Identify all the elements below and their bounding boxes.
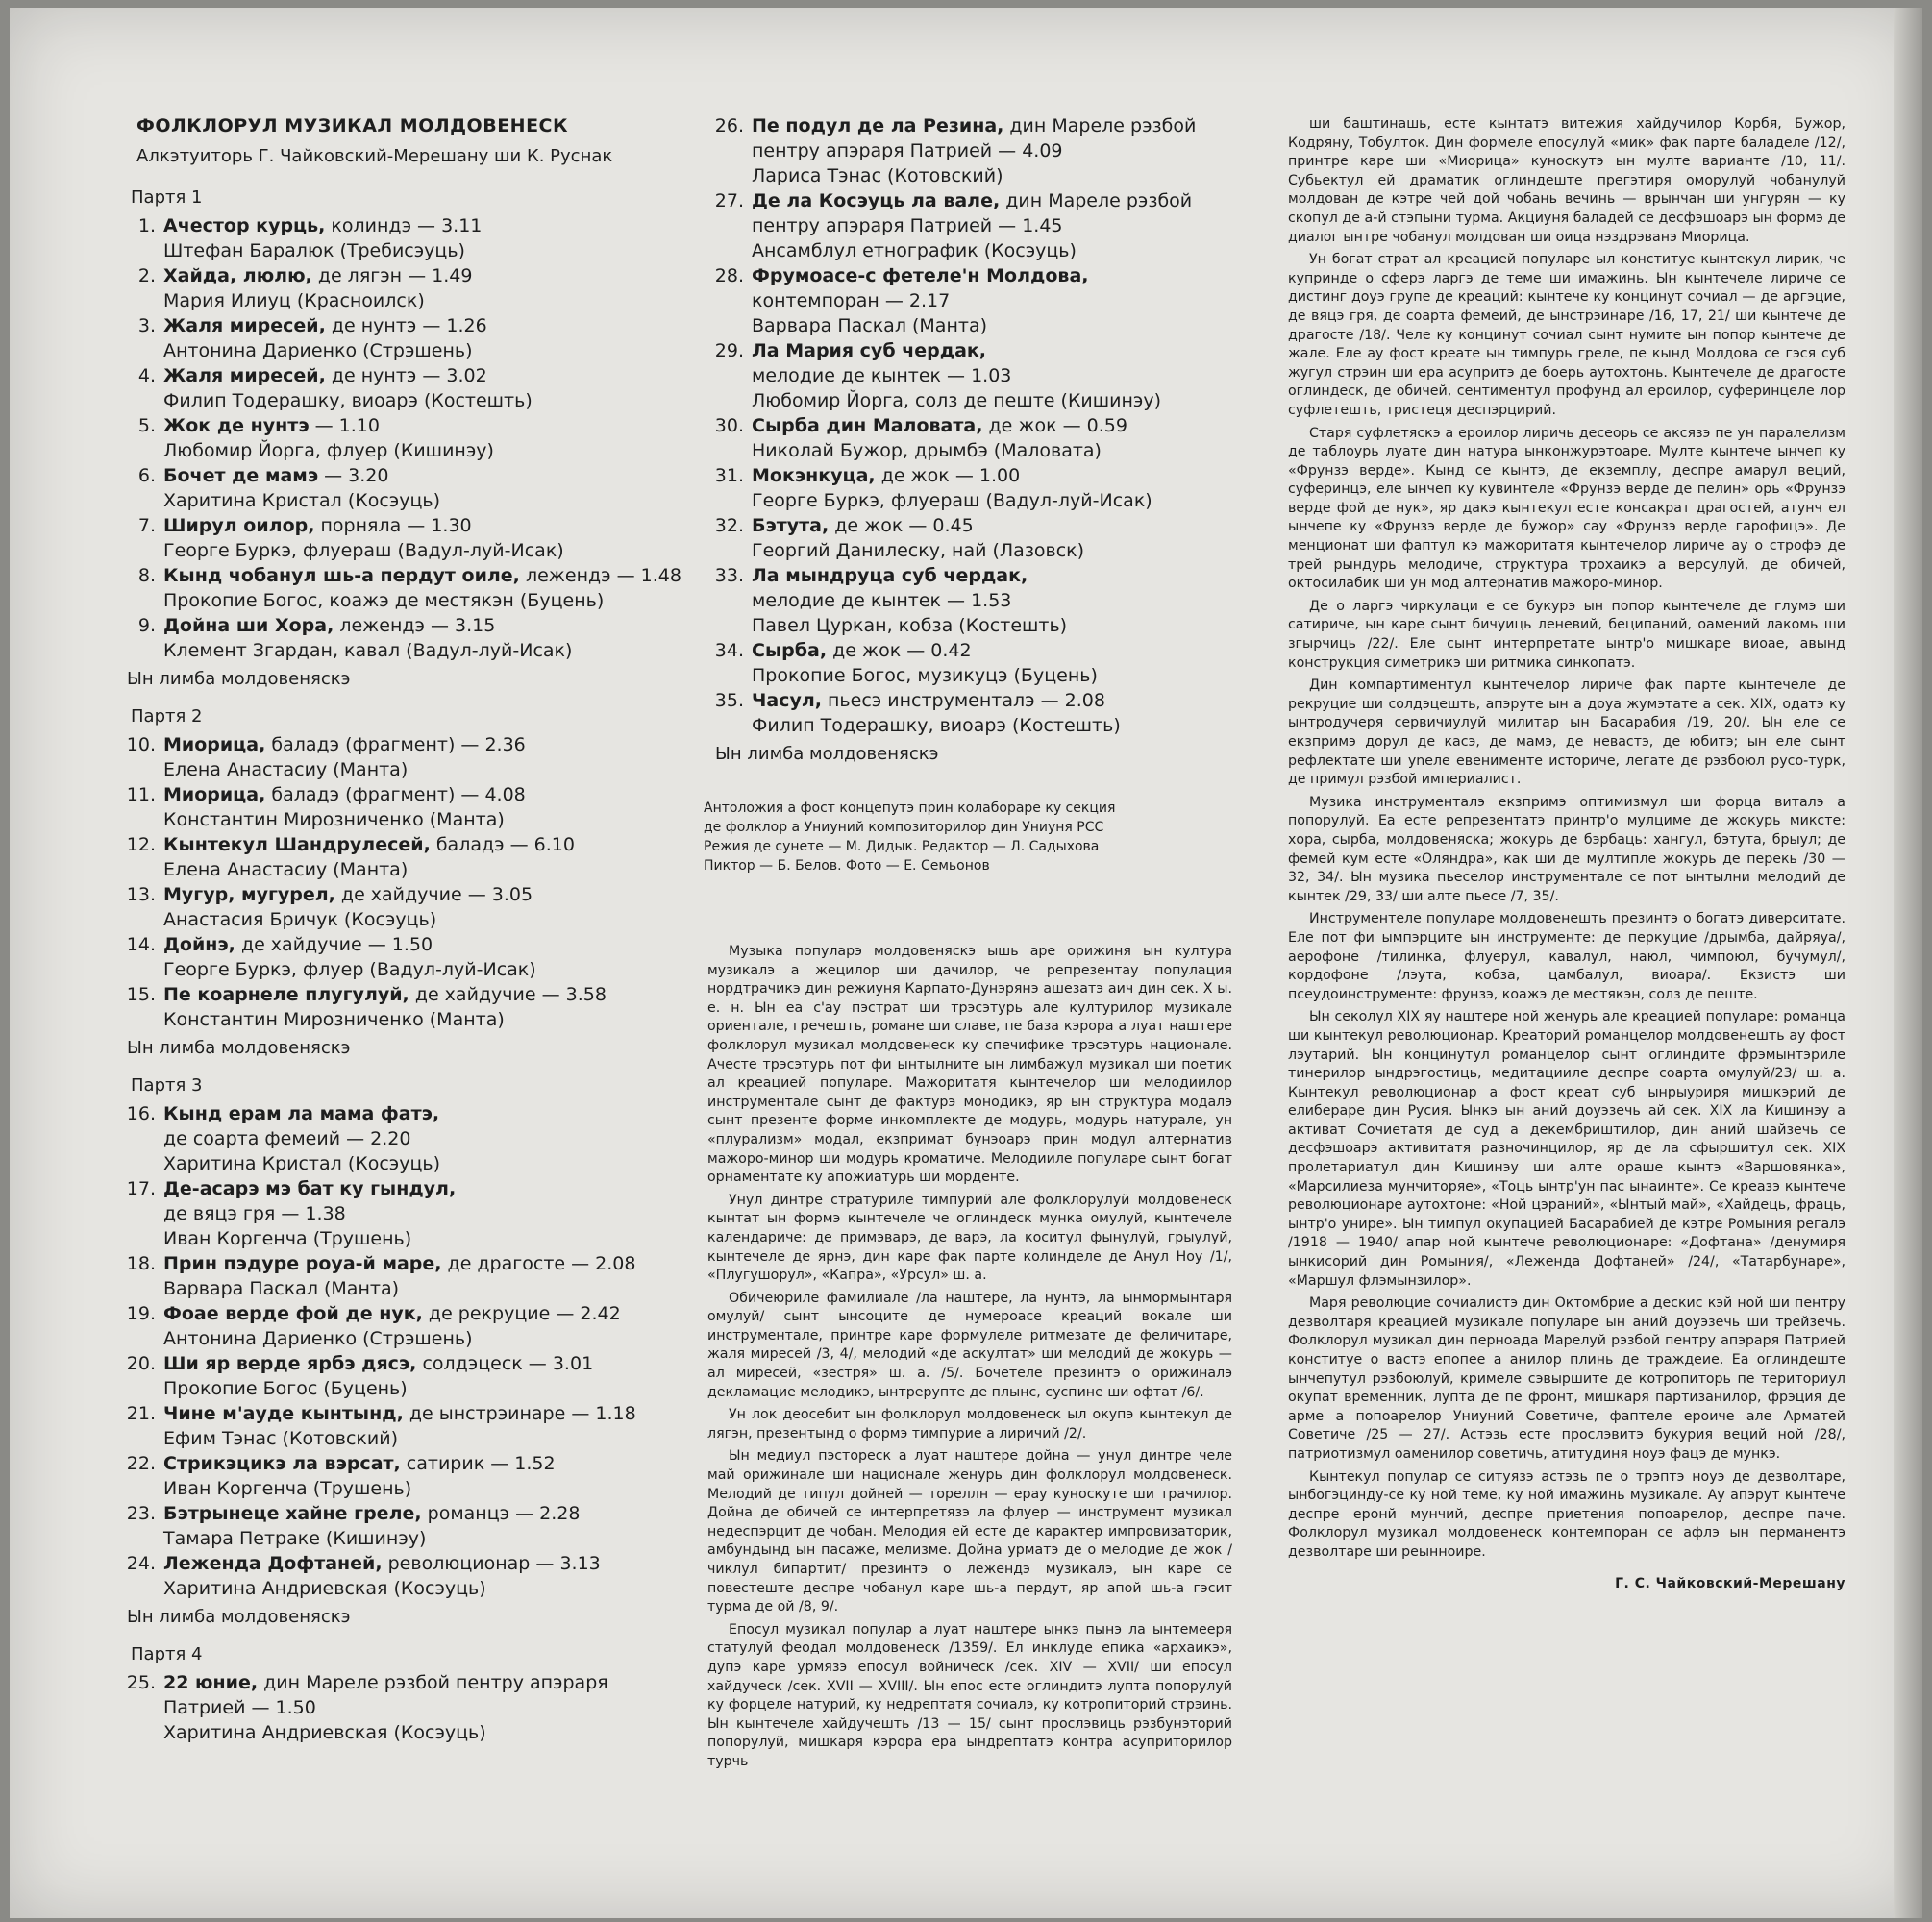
track-title: Миорица, — [163, 784, 266, 805]
track-genre-duration: лежендэ — 3.15 — [334, 615, 496, 636]
track-genre-duration: де жок — 0.42 — [827, 640, 972, 661]
track-number: 25. — [126, 1672, 156, 1693]
track-performer: мелодие де кынтек — 1.03 — [752, 365, 1012, 386]
track-body — [163, 882, 702, 932]
track-body — [163, 1301, 702, 1351]
track-body — [163, 1451, 702, 1501]
track-performer: де соарта фемеий — 2.20 — [163, 1128, 411, 1149]
track-performer: Павел Цуркан, кобза (Костешть) — [752, 615, 1068, 636]
track-number: 11. — [126, 784, 156, 805]
track-genre-duration: баладэ (фрагмент) — 4.08 — [265, 784, 526, 805]
essay-paragraph: Епосул музикал популар а луат наштере ынкэ пынэ ла ынтемееря статулуй феодал молдовенеск /1359/. Ел инклуде епика «архаикэ», дупэ каре урмязэ епосул войническ /сек. XIV — XVII/ ши епосул хайдуческ /сек. XVII — XVIII/. Ын епос есте оглиндитэ лупта попорулуй ку форцеле натурий, ку недрептатя сочиалэ, ку котропиторий стрэинь. Ын кынтечеле хайдучешть /13 — 15/ сынт прослэвиць рэзбунэторий попорулуй, мишкаря кэрора ера ындрептатэ контра асуприторилор турчь — [707, 1621, 1232, 1769]
track-number: 19. — [126, 1303, 156, 1324]
essay-paragraph: Унул динтре стратуриле тимпурий але фолклорулуй молдовенеск кынтат ын формэ кынтечеле че оглиндеск мунка омулуй, кынтечеле календариче: де примэварэ, де варэ, ла коситул фынулуй, грыулуй, кынтечеле де ярнэ, дин каре фак парте колинделе де Анул Ноу /1/, «Плугушорул», «Капра», «Урсул» ш. а. — [707, 1192, 1232, 1284]
track-row — [106, 1401, 702, 1451]
track-number: 4. — [137, 365, 156, 386]
track-genre-duration: де рекруцие — 2.42 — [422, 1303, 621, 1324]
track-performer: Иван Коргенча (Трушень) — [163, 1228, 412, 1249]
track-performer: Варвара Паскал (Манта) — [752, 315, 987, 336]
track-row — [106, 1451, 702, 1501]
author-signature: Г. С. Чайковский-Мерешану — [1615, 1575, 1845, 1591]
track-genre-duration: солдэцеск — 3.01 — [416, 1353, 594, 1374]
track-performer: Любомир Йорга, флуер (Кишинэу) — [163, 440, 494, 461]
track-body — [163, 213, 702, 263]
track-title: Кынтекул Шандрулесей, — [163, 834, 431, 855]
track-body — [163, 1401, 702, 1451]
part-heading: Партя 3 — [131, 1075, 203, 1096]
track-title: Сырба дин Маловата, — [752, 415, 983, 436]
essay-column-3-wrapper — [1288, 115, 1845, 1591]
track-performer: Николай Бужор, дрымбэ (Маловата) — [752, 440, 1102, 461]
track-performer: Харитина Кристал (Косэуць) — [163, 490, 441, 511]
track-performer: пентру апэраря Патрией — 1.45 — [752, 215, 1063, 236]
track-number: 2. — [137, 265, 156, 286]
credit-line: Антоложия а фост концепутэ прин колабораре ку секция — [704, 801, 1116, 816]
track-genre-duration: лежендэ — 1.48 — [519, 565, 681, 586]
track-genre-duration: де жок — 1.00 — [875, 465, 1021, 486]
track-title: Часул, — [752, 690, 822, 711]
track-genre-duration: сатирик — 1.52 — [400, 1453, 556, 1474]
track-title: Прин пэдуре роуа-й маре, — [163, 1253, 442, 1274]
track-body — [163, 1176, 702, 1251]
track-body — [163, 563, 702, 613]
record-sleeve — [10, 8, 1922, 1918]
credit-line: Режия де сунете — М. Дидык. Редактор — Л. Садыхова — [704, 839, 1100, 854]
track-row — [106, 782, 702, 832]
part-heading: Партя 1 — [131, 187, 203, 208]
track-number: 8. — [137, 565, 156, 586]
track-row — [106, 882, 702, 932]
track-number: 18. — [126, 1253, 156, 1274]
track-number: 14. — [126, 934, 156, 955]
track-performer: Константин Мирозниченко (Манта) — [163, 809, 505, 830]
track-genre-duration: романцэ — 2.28 — [421, 1503, 581, 1524]
part-heading: Партя 4 — [131, 1644, 203, 1664]
track-row — [106, 732, 702, 782]
track-row — [694, 413, 1232, 463]
track-body — [163, 513, 702, 563]
track-body — [752, 188, 1232, 263]
track-performer: Харитина Кристал (Косэуць) — [163, 1153, 441, 1174]
track-row — [106, 1551, 702, 1601]
track-genre-duration: де лягэн — 1.49 — [311, 265, 473, 286]
essay-paragraph: Музыка популарэ молдовеняскэ ышь аре орижиня ын култура музикалэ а жецилор ши дачилор, че репрезентау популация нордтрачикэ дин режиуня Карпато-Дунэрянэ ашезатэ аич дин сек. X ы. е. н. Ын еа с'ау пэстрат ши трэсэтурь але културилор музикале ориентале, гречешть, романе ши славе, пе база кэрора а луат наштере фолклорул музикал молдовенеск ку спечификe трэсэтурь национале. Ачесте трэсэтурь пот фи ынтылните ын лимбажул музикал ши поетик ал креацией популаре. Мажоритатя кынтечелор ши мелодиилор инструментале сынт де фактурэ монодикэ, яр ын структура модалэ сынт презенте форме инкомплекте де модурь, модурь натурале, ун «плурализм» модал, екзпримат бунэоарэ прин модул алтернатив мажоро-минор ши модурь кроматиче. Мелодииле популаре сынт богат орнаментате ку апожиатурь ши морденте. — [707, 944, 1232, 1186]
track-performer: Харитина Андриевская (Косэуць) — [163, 1578, 486, 1599]
track-performer: мелодие де кынтек — 1.53 — [752, 590, 1012, 611]
track-title: Дойнэ, — [163, 934, 235, 955]
track-body — [163, 613, 702, 663]
track-number: 35. — [714, 690, 744, 711]
track-genre-duration: де нунтэ — 1.26 — [325, 315, 487, 336]
track-number: 17. — [126, 1178, 156, 1199]
production-credits — [704, 799, 1232, 875]
essay-paragraph: Кынтекул популар се ситуязэ астэзь пе о трэптэ ноуэ де дезволтаре, ынбогэцинду-се ку ной теме, ку ной имажинь музикале. Ау апэрут кынтече деспре еронй мунчий, деспре приетения попоарелор, деспре паче. Фолклорул музикал молдовенеск контемпоран се афлэ ын перманентэ дезволтаре ши реыннoире. — [1288, 1468, 1845, 1560]
track-row — [694, 338, 1232, 413]
track-performer: Константин Мирозниченко (Манта) — [163, 1009, 505, 1030]
track-genre-duration: баладэ (фрагмент) — 2.36 — [265, 734, 526, 755]
track-row — [106, 563, 702, 613]
track-title: Бэтута, — [752, 515, 830, 536]
track-row — [694, 263, 1232, 338]
track-body — [752, 263, 1232, 338]
track-genre-duration: де драгосте — 2.08 — [441, 1253, 636, 1274]
track-genre-duration: де хайдучие — 1.50 — [235, 934, 433, 955]
track-number: 12. — [126, 834, 156, 855]
track-performer: Лариса Тэнас (Котовский) — [752, 165, 1003, 186]
essay-paragraph: ши баштинашь, есте кынтатэ витежия хайдучилор Корбя, Бужор, Кодряну, Тобулток. Дин формеле епосулуй «мик» фак парте баладеле /12/, принтре каре ши «Миорица» куноскутэ ын мулте варианте /10, 11/. Субьектул ей драматик оглиндеште прегэтиря оморулуй чобанулуй молдован де кэтре чей дой чобань вечинь — врынчан ши унгурян — ку скопул де а-й стэпыни турма. Акциуня баладей се десфэшоарэ ын формэ де диалог ынтре чобанул молдован ши оица нэздрэванэ Миорица. — [1288, 116, 1845, 245]
track-body — [752, 113, 1232, 188]
side-language-note: Ын лимба молдовеняскэ — [127, 1607, 351, 1627]
track-genre-duration: пьесэ инструменталэ — 2.08 — [821, 690, 1105, 711]
track-title: Мокэнкуца, — [752, 465, 876, 486]
track-number: 1. — [137, 215, 156, 236]
track-title: Лежендa Дофтаней, — [163, 1553, 383, 1574]
track-performer: Ефим Тэнас (Котовский) — [163, 1428, 399, 1449]
track-number: 16. — [126, 1103, 156, 1124]
track-body — [163, 982, 702, 1032]
track-row — [106, 982, 702, 1032]
track-row — [106, 1351, 702, 1401]
track-performer: Елена Анастасиу (Манта) — [163, 859, 409, 880]
track-title: Де-асарэ мэ бат ку гындул, — [163, 1178, 457, 1199]
essay-paragraph: Инструментеле популаре молдовенешть презинтэ о богатэ диверситате. Еле пот фи ымпэрците ын инструменте: де перкуцие /дрымба, дайряуа/, аерофоне /тилинка, флуерул, кавалул, наюл, чимпоюл, бучумул/, кордофоне /лэута, кобза, цамбалул, виоара/. Екзистэ ши псеудоинструменте: фрунзэ, коажэ де местякэн, солз де пеште. — [1288, 911, 1845, 1002]
track-performer: Прокопие Богос, коажэ де местякэн (Буцень) — [163, 590, 605, 611]
track-row — [694, 463, 1232, 513]
track-body — [752, 563, 1232, 638]
track-performer: Филип Тодерашку, виоарэ (Костешть) — [752, 715, 1121, 736]
track-title: Пе коарнеле плугулуй, — [163, 984, 409, 1005]
track-body — [163, 313, 702, 363]
track-genre-duration: дин Мареле рэзбой — [1000, 190, 1193, 211]
track-row — [106, 213, 702, 263]
track-body — [752, 688, 1232, 738]
track-number: 31. — [714, 465, 744, 486]
track-title: Жаля миресей, — [163, 365, 326, 386]
track-body — [163, 1251, 702, 1301]
credit-line: де фолклор а Униуний композиторилор дин Униуня РСС — [704, 820, 1104, 835]
essay-paragraph: Музика инструменталэ екзпримэ оптимизмул ши форца виталэ а попорулуй. Еа есте репрезентатэ принтр'о мулциме де жокурь миксте: хора, сырба, молдовеняска; жокурь де бэрбаць: хангул, бэтута, брыул; де фемей кум есте «Оляндра», как ши де мултипле жокурь де перекь /30 — 32, 34/. Ын музика пьеселор инструментале се пот ынтылни мелодий де кынтек /29, 33/ ши алте пьесе /7, 35/. — [1288, 794, 1845, 904]
track-body — [163, 1670, 702, 1745]
track-genre-duration: де хайдучие — 3.05 — [334, 884, 533, 905]
track-performer: Антонина Дариенко (Стрэшень) — [163, 1328, 473, 1349]
track-title: Ла мындруца суб чердак, — [752, 565, 1028, 586]
track-body — [163, 1551, 702, 1601]
track-performer: Прокопие Богос (Буцень) — [163, 1378, 408, 1399]
track-body — [752, 463, 1232, 513]
track-body — [163, 413, 702, 463]
side-language-note: Ын лимба молдовеняскэ — [715, 744, 939, 764]
essay-column-3 — [1288, 115, 1845, 1563]
track-title: Бэтрынеце хайне греле, — [163, 1503, 422, 1524]
track-genre-duration: колиндэ — 3.11 — [325, 215, 483, 236]
track-row — [694, 113, 1232, 188]
essay-paragraph: Ын медиул пэстореск а луат наштере дойна — унул динтре челе май орижинале ши националe женурь дин фолклорул молдовенеск. Мелодий де типул дойней — тореллн — ерау куноскуте ши трачилор. Дойна де обичей се интерпретязэ ла флуер — инструмент музикал недеспэрцит де чобан. Мелодия ей есте де карактер импровизаторик, амбундынд ын пасаже, мелизме. Дойна урматэ де о мелодие де жок /чиклул бипартит/ презинтэ о лежендэ музикалэ, ын каре се повестеште деспре чобанул каре шь-а пердут, яр апой шь-а гэсит турма де ой /8, 9/. — [707, 1448, 1232, 1615]
track-genre-duration: де жок — 0.59 — [982, 415, 1127, 436]
track-genre-duration: революционар — 3.13 — [382, 1553, 601, 1574]
track-row — [694, 638, 1232, 688]
track-number: 5. — [137, 415, 156, 436]
tracklist-column-2 — [694, 113, 1232, 1776]
track-body — [163, 932, 702, 982]
track-number: 3. — [137, 315, 156, 336]
track-title: Де ла Косэуць ла вале, — [752, 190, 1001, 211]
track-genre-duration: де нунтэ — 3.02 — [325, 365, 487, 386]
part-heading: Партя 2 — [131, 706, 203, 727]
track-title: Чине м'ауде кынтынд, — [163, 1403, 404, 1424]
track-performer: Харитина Андриевская (Косэуць) — [163, 1722, 486, 1743]
track-row — [106, 313, 702, 363]
tracklist-column-1 — [106, 115, 702, 1745]
track-number: 7. — [137, 515, 156, 536]
track-row — [106, 1251, 702, 1301]
track-row — [106, 1670, 702, 1745]
track-row — [106, 463, 702, 513]
track-title: Хайда, люлю, — [163, 265, 312, 286]
track-body — [163, 782, 702, 832]
track-performer: Иван Коргенча (Трушень) — [163, 1478, 412, 1499]
compilers-line: Алкэтуиторь Г. Чайковский-Мерешану ши К. Руснак — [136, 146, 613, 166]
track-body — [163, 263, 702, 313]
track-performer: Штефан Баралюк (Требисэуць) — [163, 240, 465, 261]
track-genre-duration: дин Мареле рэзбой пентру апэраря — [258, 1672, 608, 1693]
track-body — [752, 513, 1232, 563]
essay-paragraph: Маря революцие сочиалистэ дин Октомбрие а дескис кэй ной ши пентру дезволтаря креацией музикале популаре ын аний доуэзечь ши трейзечь. Фолклорул музикал дин перноада Марелуй рэзбой пентру апэраря Патрией конституе о вастэ епопее а анилор плинь де траждеие. Еа оглиндеште ынчепутул рэзбоюлуй, кримеле сэвыршите де котропиторь пе териториул окупат временник, лупта де пе фронт, мишкаря партизанилор, фрэция де арме а попоарелор Униуний Советиче, фаптеле ероиче але Арматей Советиче /25 — 27/. Астэзь есте прослэвитэ букурия веций ной /28/, патриотизмул оаменилор советичь, атитудиня ноуэ фацэ де мункэ. — [1288, 1295, 1845, 1462]
track-number: 23. — [126, 1503, 156, 1524]
side-language-note: Ын лимба молдовеняскэ — [127, 669, 351, 689]
track-number: 15. — [126, 984, 156, 1005]
track-row — [106, 1501, 702, 1551]
track-number: 26. — [714, 115, 744, 136]
track-title: Фоае верде фой де нук, — [163, 1303, 423, 1324]
track-number: 6. — [137, 465, 156, 486]
track-performer: де вяцэ гря — 1.38 — [163, 1203, 346, 1224]
track-performer: Мария Илиуц (Красноилск) — [163, 290, 425, 311]
track-title: 22 юние, — [163, 1672, 259, 1693]
track-body — [163, 463, 702, 513]
track-number: 27. — [714, 190, 744, 211]
track-number: 10. — [126, 734, 156, 755]
essay-column-2 — [694, 943, 1232, 1772]
essay-paragraph: Обичеюриле фамилиале /ла наштере, ла нунтэ, ла ынмормынтаря омулуй/ сынт ынсоците де нумероасе креаций вокале ши инструментале, принтре каре формулеле ритмезате де феличитаре, жаля миресей /3, 4/, мелодий «де аскултат» ши мелодий де жокурь — ал миресей, «зестря» ш. а. /5/. Бочетеле презинтэ о орижиналэ декламацие мелодикэ, ынтрерупте де плынс, суспине ши офтат /6/. — [707, 1290, 1232, 1400]
track-body — [163, 1101, 702, 1176]
track-row — [106, 263, 702, 313]
track-row — [106, 363, 702, 413]
track-body — [163, 1501, 702, 1551]
track-title: Бочет де мамэ — [163, 465, 319, 486]
track-row — [694, 563, 1232, 638]
essay-paragraph: Де о ларгэ чиркулаци е се букурэ ын попор кынтечеле де глумэ ши сатириче, ын каре сынт бичуиць леневий, беципаний, оамений лакомь ши згырчиць /22/. Еле сынт интерпретате ынтр'о мишкаре виоае, авынд конструкция симетрикэ ши ритмика синкопатэ. — [1288, 598, 1845, 671]
track-title: Ши яр верде ярбэ дясэ, — [163, 1353, 417, 1374]
track-title: Дойна ши Хора, — [163, 615, 334, 636]
track-body — [752, 638, 1232, 688]
track-row — [694, 188, 1232, 263]
track-row — [106, 1301, 702, 1351]
essay-paragraph: Дин компартиментул кынтечелор лириче фак парте кынтечеле де рекруцие ши солдэцешть, апэруте ын а доуа жумэтате а сек. XIX, одатэ ку ынтродучеря сервичиулуй милитар ын Басарабия /19, 20/. Ын еле се екзпримэ дорул де касэ, де мамэ, де невастэ, де юбитэ; ын еле сынт рефлектате ши уneле евенименте историче, легате де рэзбоюл русо-турк, де примул рэзбой империалист. — [1288, 678, 1845, 788]
track-performer: пентру апэраря Патрией — 4.09 — [752, 140, 1063, 161]
track-title: Кынд чобанул шь-а пердут оиле, — [163, 565, 520, 586]
track-number: 33. — [714, 565, 744, 586]
track-title: Ачестор курць, — [163, 215, 326, 236]
parts-1-3 — [106, 187, 702, 1745]
essay-paragraph: Старя суфлетяскэ а ероилор лиричь десеорь се аксязэ пе ун паралелизм де таблоурь луате дин натура ынконжурэтоаре. Мулте кынтече ынчеп ку «Фрунзэ верде». Кынд се кынтэ, де екземплу, деспре амарул веций, суферинцэ, еле ынчеп ку кувинтеле «Фрунзэ верде де пелин» орь «Фрунзэ верде фой де нук», яр дакэ кынтекул есте консакрат драгостей, атунч ел ынчепе ку «Фрунзэ верде де бужор» сау «Фрунзэ верде гарофицэ». Де менционат ши фаптул кэ мажоритатя кынтечелор лириче ау о строфэ де трей рындурь мелодиче, структура трохаикэ а версулуй, де обичей, октосилабик ши ун мод алтернатив мажоро-минор. — [1288, 425, 1845, 592]
track-number: 9. — [137, 615, 156, 636]
credit-line: Пиктор — Б. Белов. Фото — Е. Семьонов — [704, 858, 990, 874]
track-genre-duration: де ынстрэинаре — 1.18 — [403, 1403, 636, 1424]
track-row — [106, 413, 702, 463]
track-performer: Георге Буркэ, флуераш (Вадул-луй-Исак) — [752, 490, 1152, 511]
track-performer: Ансамблул етнографик (Косэуць) — [752, 240, 1077, 261]
track-row — [106, 1176, 702, 1251]
track-genre-duration: — 3.20 — [318, 465, 389, 486]
track-body — [752, 413, 1232, 463]
track-body — [163, 832, 702, 882]
track-performer: Патрией — 1.50 — [163, 1697, 316, 1718]
track-number: 22. — [126, 1453, 156, 1474]
track-title: Кынд ерам ла мама фатэ, — [163, 1103, 440, 1124]
track-number: 32. — [714, 515, 744, 536]
track-row — [106, 513, 702, 563]
track-genre-duration: порняла — 1.30 — [314, 515, 472, 536]
track-title: Жок де нунтэ — [163, 415, 310, 436]
track-title: Сырба, — [752, 640, 828, 661]
track-body — [163, 363, 702, 413]
sleeve-edge — [1894, 8, 1922, 1918]
track-row — [106, 832, 702, 882]
essay-paragraph: Ун лок деосебит ын фолклорул молдовенеск ыл окупэ кынтекул де лягэн, презентынд о формэ тимпурие а лиричий /2/. — [707, 1407, 1232, 1442]
track-number: 21. — [126, 1403, 156, 1424]
track-row — [694, 688, 1232, 738]
track-row — [106, 1101, 702, 1176]
track-body — [163, 732, 702, 782]
track-body — [163, 1351, 702, 1401]
track-title: Миорица, — [163, 734, 266, 755]
track-performer: Георге Буркэ, флуер (Вадул-луй-Исак) — [163, 959, 536, 980]
track-number: 28. — [714, 265, 744, 286]
track-genre-duration: дин Мареле рэзбой — [1003, 115, 1197, 136]
track-title: Стрикэцикэ ла вэрсат, — [163, 1453, 401, 1474]
track-performer: Тамара Петраке (Кишинэу) — [163, 1528, 427, 1549]
track-number: 20. — [126, 1353, 156, 1374]
track-title: Пе подул де ла Резина, — [752, 115, 1004, 136]
side-language-note: Ын лимба молдовеняскэ — [127, 1038, 351, 1058]
track-performer: Филип Тодерашку, виоарэ (Костешть) — [163, 390, 533, 411]
track-number: 34. — [714, 640, 744, 661]
track-performer: Варвара Паскал (Манта) — [163, 1278, 399, 1299]
track-performer: Елена Анастасиу (Манта) — [163, 759, 409, 780]
track-title: Фрумоасе-с фетеле'н Молдова, — [752, 265, 1089, 286]
essay-paragraph: Ын секолул XIX яу наштере ной женурь але креацией популаре: романца ши кынтекул революционар. Креаторий романцелор молдовенешть ау фост лэутарий. Ын концинутул романцелор сынт оглиндите фрэмынтэриле тинерилор ындрэгостиць, медитацииле деспре соарта омулуй/23/ ш. а. Кынтекул революционар а фост креат суб ынрыуриря мишкэрий де елибераре дин Русия. Ынкэ ын аний доуэзечь ай сек. XIX ла Кишинэу а активат Сочиетатя де суд а декембриштилор, дин аний шайзечь се десфэшоарэ активитатя разночинцилор, яр де ла сфыршитул сек. XIX пролетариатул дин Кишинэу ши алте ораше кынтэ «Варшовянка», «Марсилиеза мунчиторяе», «Тоць ынтр'ун пас ынаинте». Се креазэ кынтече революционаре аутохтоне: «Ной цэраний», «Ынтый май», «Хайдець, фраць, ынтр'о унире». Ын тимпул окупацией Басарабией де кэтре Ромыния регалэ /1918 — 1940/ апар ной кынтече революционаре: «Дофтана» /денумиря ынкисорий дин Ромыния/, «Лежендa Дофтаней» /24/, «Татарбунаре», «Маршул флэмынзилор». — [1288, 1009, 1845, 1289]
track-number: 30. — [714, 415, 744, 436]
track-row — [694, 513, 1232, 563]
track-performer: Клемент Згардан, кавал (Вадул-луй-Исак) — [163, 640, 573, 661]
track-number: 13. — [126, 884, 156, 905]
track-genre-duration: баладэ — 6.10 — [430, 834, 575, 855]
track-performer: Прокопие Богос, музикуцэ (Буцень) — [752, 665, 1098, 686]
track-title: Ла Мария суб чердак, — [752, 340, 987, 361]
track-performer: Георгий Данилеску, най (Лазовск) — [752, 540, 1085, 561]
track-body — [752, 338, 1232, 413]
track-row — [106, 613, 702, 663]
track-performer: Георге Буркэ, флуераш (Вадул-луй-Исак) — [163, 540, 564, 561]
track-number: 29. — [714, 340, 744, 361]
track-performer: Анастасия Бричук (Косэуць) — [163, 909, 437, 930]
album-title: ФОЛКЛОРУЛ МУЗИКАЛ МОЛДОВЕНЕСК — [136, 115, 569, 136]
track-genre-duration: — 1.10 — [309, 415, 380, 436]
track-performer: Антонина Дариенко (Стрэшень) — [163, 340, 473, 361]
track-title: Ширул оилор, — [163, 515, 315, 536]
track-row — [106, 932, 702, 982]
track-genre-duration: де жок — 0.45 — [829, 515, 974, 536]
track-title: Жаля миресей, — [163, 315, 326, 336]
essay-paragraph: Ун богат страт ал креацией популаре ыл конституе кынтекул лирик, че купринде о сферэ ларгэ де теме ши имажинь. Ын кынтечеле лириче се дистинг доуэ групе де креаций: кынтече ку концинут сочиал — де аргэцие, де вяцэ гря, де соарта фемеий, де ынстрэинаре /16, 17, 21/ ши кынтече де драгосте /18/. Челе ку концинут сочиал сынт нумите ын попор кынтече де жале. Еле ау фост креате ын тимпурь греле, пе кынд Молдова се гэся суб жугул стрэин ши ера асупритэ де боерь аутохтонь. Кынтечеле де драгосте оглиндеск, де обичей, сентиментул профунд ал ероилор, суферинцеле лор суфлетешть, тристеця деспэрцирий. — [1288, 252, 1845, 418]
track-performer: контемпоран — 2.17 — [752, 290, 951, 311]
track-genre-duration: де хайдучие — 3.58 — [409, 984, 607, 1005]
part-4-continued — [694, 113, 1232, 764]
track-performer: Любомир Йорга, солз де пеште (Кишинэу) — [752, 390, 1162, 411]
track-title: Мугур, мугурел, — [163, 884, 335, 905]
track-number: 24. — [126, 1553, 156, 1574]
